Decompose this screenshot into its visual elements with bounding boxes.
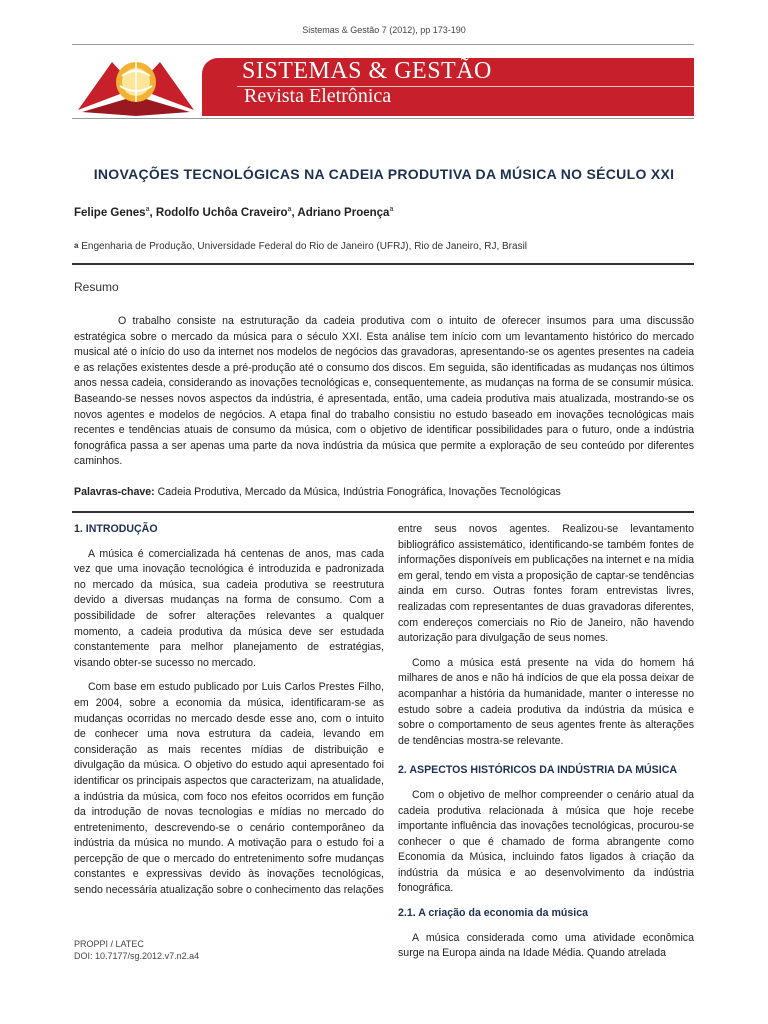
author-name: Adriano Proença — [297, 206, 390, 219]
affiliation-mark: a — [74, 241, 79, 250]
journal-banner — [72, 52, 694, 118]
paragraph: Com o objetivo de melhor compreender o cenário atual da cadeia produtiva relacionada à música que hoje recebe importante influência das inovações tecnológicas, procurou-se conhecer o que é chamado de forma abrangente como Economia da Música, incluindo fatos ligados à criação da indústria da música e ao desenvolvimento da indústria fonográfica. — [398, 788, 694, 895]
subsection-heading: 2.1. A criação da economia da música — [398, 907, 588, 920]
author-name: Rodolfo Uchôa Craveiro — [155, 206, 288, 219]
page-footer — [74, 938, 199, 962]
keywords-label: Palavras-chave: — [74, 486, 155, 498]
abstract-top-rule — [72, 263, 694, 265]
header-rule — [72, 44, 694, 45]
right-column — [398, 522, 694, 971]
author-sup: a — [145, 206, 150, 213]
abstract-text: O trabalho consiste na estruturação da cadeia produtiva com o intuito de oferecer insumos para uma discussão estratégica sobre o mercado da música para o século XXI. Esta análise tem início com um levantamento histórico do mercado musical até o início do uso da internet nos modelos de negócios das gravadoras, apresentando-se os agentes presentes na cadeia e as relações existentes desde a pré-produção até o consumo dos discos. Em seguida, são identificadas as mudanças nos últimos anos nessa cadeia, considerando as inovações tecnológicas e, consequentemente, as mudanças na forma de se consumir música. Baseando-se nesses novos aspectos da indústria, é apresentada, então, uma cadeia produtiva mais atualizada, mostrando-se os novos agentes e modelos de negócios. A etapa final do trabalho consistiu no estudo baseado em inovações tecnológicas mais recentes e tendências atuais de consumo da música, com o objetivo de identificar possibilidades para o futuro, onde a indústria fonográfica passa a ser apenas uma parte da nova indústria da música que permite a exploração de seu conteúdo por diferentes caminhos. — [74, 315, 694, 468]
author-name: Felipe Genes — [74, 206, 146, 219]
abstract-heading: Resumo — [74, 280, 119, 294]
left-column — [74, 522, 384, 908]
header-bottom-rule — [72, 118, 694, 119]
affiliation-text: Engenharia de Produção, Universidade Federal do Rio de Janeiro (UFRJ), Rio de Janeiro, RJ, Brasil — [81, 241, 528, 252]
keywords-text: Cadeia Produtiva, Mercado da Música, Indústria Fonográfica, Inovações Tecnológicas — [157, 486, 561, 498]
keywords — [74, 486, 561, 498]
section-heading: 1. INTRODUÇÃO — [74, 523, 158, 535]
affiliation — [74, 241, 527, 252]
paragraph: Como a música está presente na vida do homem há milhares de anos e não há indícios de que ela possa deixar de acompanhar a história da humanidade, manter o interesse no estudo sobre a cadeia produtiva da indústria da música e sobre o comportamento de seus agentes frente às alterações de tendências mostra-se relevante. — [398, 656, 694, 747]
paper-title: INOVAÇÕES TECNOLÓGICAS NA CADEIA PRODUTIVA DA MÚSICA NO SÉCULO XXI — [93, 166, 675, 182]
journal-subtitle: Revista Eletrônica — [244, 85, 392, 107]
section-heading: 2. ASPECTOS HISTÓRICOS DA INDÚSTRIA DA MÚSICA — [398, 764, 677, 777]
body-top-rule — [72, 511, 694, 513]
author-sup: a — [287, 206, 292, 213]
paragraph: A música considerada como uma atividade econômica surge na Europa ainda na Idade Média. Quando atrelada — [398, 931, 694, 960]
abstract — [74, 314, 694, 470]
journal-title: SISTEMAS & GESTÃO — [242, 58, 492, 84]
journal-logo-icon — [72, 52, 212, 118]
paragraph: entre seus novos agentes. Realizou-se levantamento bibliográfico assistemático, identificando-se também fontes de informações disponíveis em publicações na internet e na mídia em geral, tendo em vista a proposição de captar-se tendências ainda em curso. Outras fontes foram entrevistas livres, realizadas com representantes de duas gravadoras diferentes, com endereços comerciais no Rio de Janeiro, não havendo autorização para divulgação de seus nomes. — [398, 523, 694, 645]
paragraph: Com base em estudo publicado por Luis Carlos Prestes Filho, em 2004, sobre a economia da música, identificaram-se as mudanças ocorridas no mercado desde esse ano, com o intuito de conhecer uma nova estrutura da cadeia, levando em consideração as mais recentes mídias de distribuição e divulgação da música. O objetivo do estudo aqui apresentado foi identificar os principais aspectos que caracterizam, na atualidade, a indústria da música, com foco nos efeitos ocorridos em função da introdução de novas tecnologias e mídias no mercado do entretenimento, descrevendo-se o cenário contemporâneo da indústria da música no mundo. A motivação para o estudo foi a percepção de que o mercado do entretenimento sofre mudanças constantes e expressivas devido às inovações tecnológicas, sendo necessária atualização sobre o conhecimento das relações — [74, 681, 384, 897]
footer-doi: DOI: 10.7177/sg.2012.v7.n2.a4 — [74, 951, 200, 961]
paragraph: A música é comercializada há centenas de anos, mas cada vez que uma inovação tecnológica é introduzida e padronizada no mercado da música, sua cadeia produtiva se reestrutura devido a diversas mudanças na forma de consumo. Com a possibilidade de sofrer alterações relevantes a qualquer momento, a cadeia produtiva da música deve ser estudada constantemente para melhor planejamento de estratégias, visando obter-se sucesso no mercado. — [74, 547, 384, 669]
author-list: Felipe Genes$^a$, Rodolfo Uchôa Craveiro$^a$, Adriano Proença$^a$ — [74, 206, 394, 219]
footer-publisher: PROPPI / LATEC — [74, 939, 144, 949]
journal-citation: Sistemas & Gestão 7 (2012), pp 173-190 — [302, 25, 466, 35]
author-sup: a — [389, 206, 394, 213]
